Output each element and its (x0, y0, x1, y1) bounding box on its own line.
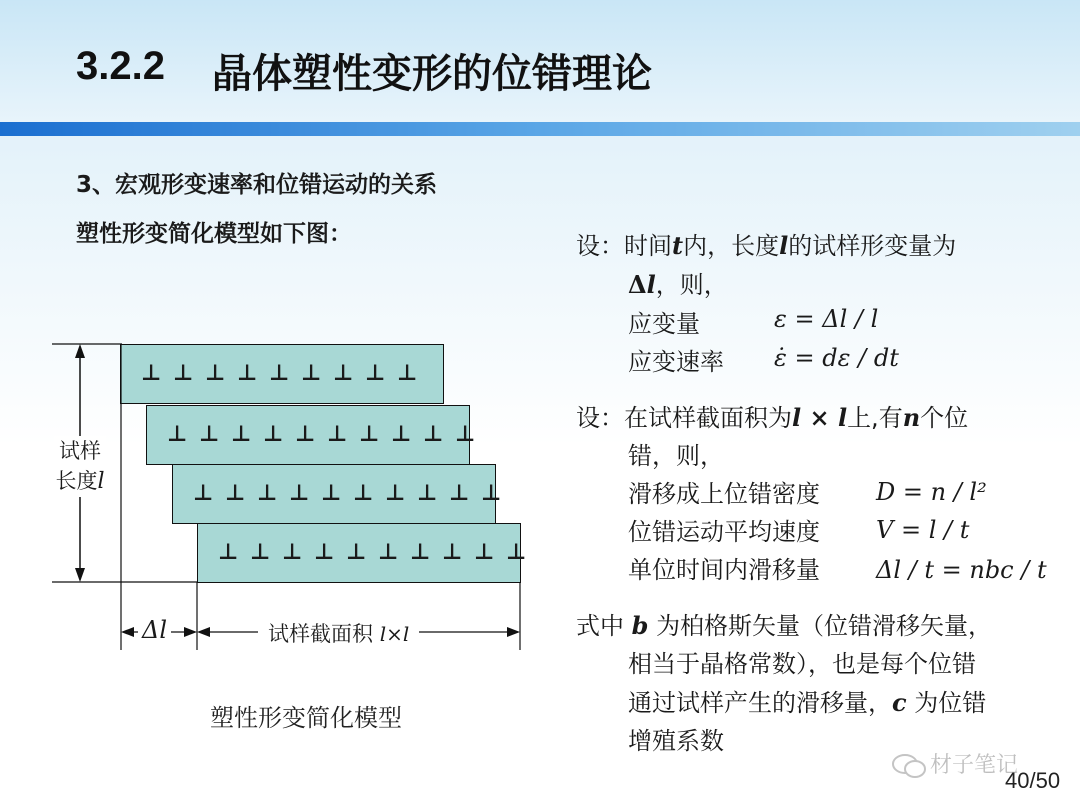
dislocation-symbol: ⊥ (396, 361, 418, 386)
dislocation-symbol: ⊥ (416, 481, 438, 506)
cross-section-math: l×l (379, 622, 410, 646)
dislocation-symbol: ⊥ (326, 422, 348, 447)
strain-rate-label: 应变速率 (628, 348, 724, 376)
para3-line2: 相当于晶格常数），也是每个位错 (628, 650, 976, 678)
section-number: 3.2.2 (76, 44, 165, 88)
para2-line2: 错，则， (628, 442, 724, 470)
dislocation-symbol: ⊥ (192, 481, 214, 506)
dislocation-symbol: ⊥ (422, 422, 444, 447)
dislocation-symbol: ⊥ (236, 361, 258, 386)
dislocation-symbol: ⊥ (409, 540, 431, 565)
strain-formula: ε = Δl / l (774, 305, 879, 333)
dislocation-symbol: ⊥ (300, 361, 322, 386)
cross-section-label (258, 618, 419, 648)
dislocation-symbol: ⊥ (172, 361, 194, 386)
dislocation-symbol: ⊥ (198, 422, 220, 447)
dislocation-symbol: ⊥ (454, 422, 476, 447)
dislocation-symbol: ⊥ (384, 481, 406, 506)
dislocation-symbol: ⊥ (480, 481, 502, 506)
para2-line1: 设：在试样截面积为l × l上,有n个位 (576, 403, 969, 432)
dislocation-symbol: ⊥ (204, 361, 226, 386)
height-label-line1: 试样 (59, 439, 101, 463)
watermark-text: 材子笔记 (930, 753, 1019, 778)
dislocation-symbol: ⊥ (358, 422, 380, 447)
dislocation-symbol: ⊥ (313, 540, 335, 565)
dislocation-symbol: ⊥ (345, 540, 367, 565)
wechat-icon (892, 753, 926, 779)
cross-section-text: 试样截面积 (268, 622, 373, 646)
slip-label: 单位时间内滑移量 (628, 556, 820, 584)
density-label: 滑移成上位错密度 (628, 480, 820, 508)
para1-line1: 设：时间t内，长度l的试样形变量为 (576, 231, 957, 260)
page-title: 晶体塑性变形的位错理论 (212, 51, 652, 97)
dislocation-symbol: ⊥ (268, 361, 290, 386)
dislocation-symbol: ⊥ (249, 540, 271, 565)
para3-line4: 增殖系数 (628, 727, 724, 755)
dislocation-symbol: ⊥ (377, 540, 399, 565)
model-intro: 塑性形变简化模型如下图： (76, 221, 352, 247)
dislocation-symbol: ⊥ (294, 422, 316, 447)
dislocation-symbol: ⊥ (262, 422, 284, 447)
dislocation-symbol: ⊥ (230, 422, 252, 447)
dislocation-symbol: ⊥ (166, 422, 188, 447)
height-label-var: l (97, 469, 105, 494)
dislocation-symbol: ⊥ (224, 481, 246, 506)
dislocation-symbol: ⊥ (320, 481, 342, 506)
dislocation-symbol: ⊥ (140, 361, 162, 386)
delta-l-label: Δl (138, 616, 171, 644)
dislocation-symbol: ⊥ (288, 481, 310, 506)
dislocation-symbol: ⊥ (352, 481, 374, 506)
dislocation-symbol: ⊥ (441, 540, 463, 565)
dislocation-symbol: ⊥ (473, 540, 495, 565)
section-heading: 3、宏观形变速率和位错运动的关系 (76, 172, 438, 198)
diagram-caption: 塑性形变简化模型 (210, 704, 402, 732)
page-number: 40/50 (1005, 768, 1061, 793)
dislocation-symbol: ⊥ (390, 422, 412, 447)
strain-label: 应变量 (628, 310, 700, 338)
slip-formula: Δl / t = nbc / t (876, 556, 1047, 584)
height-label (54, 436, 106, 497)
para1-line2: Δl，则， (628, 270, 728, 299)
dislocation-symbol: ⊥ (217, 540, 239, 565)
dislocation-symbol: ⊥ (332, 361, 354, 386)
height-label-line2: 长度 (55, 469, 98, 493)
dislocation-symbol: ⊥ (364, 361, 386, 386)
watermark (892, 748, 1018, 779)
velocity-formula: V = l / t (876, 516, 970, 544)
strain-rate-formula: ε̇ = dε / dt (774, 344, 899, 372)
density-formula: D = n / l² (876, 478, 987, 506)
dislocation-symbol: ⊥ (256, 481, 278, 506)
dislocation-symbol: ⊥ (505, 540, 527, 565)
velocity-label: 位错运动平均速度 (628, 518, 820, 546)
para3-line3: 通过试样产生的滑移量，c 为位错 (628, 688, 987, 717)
dislocation-symbol: ⊥ (281, 540, 303, 565)
dislocation-symbol: ⊥ (448, 481, 470, 506)
para3-line1: 式中 b 为柏格斯矢量（位错滑移矢量， (576, 611, 993, 640)
